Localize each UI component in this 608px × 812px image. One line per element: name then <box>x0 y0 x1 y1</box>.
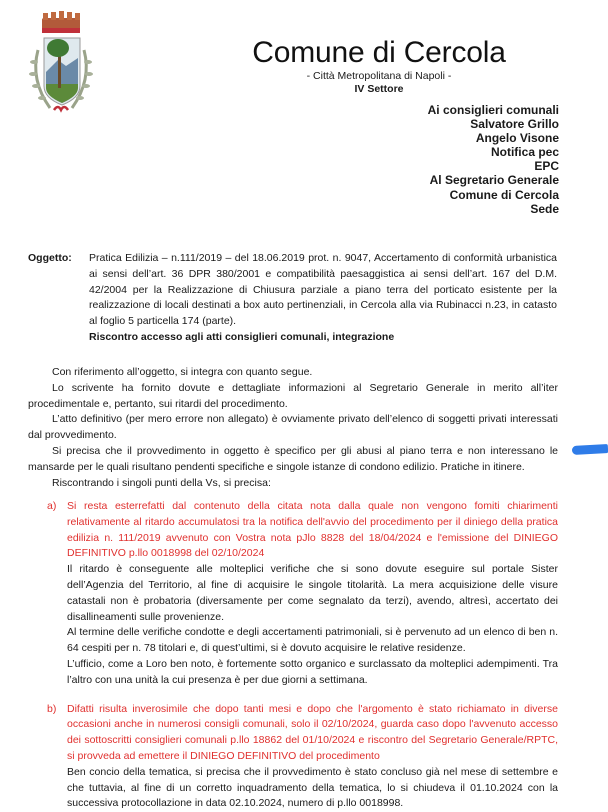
letter-body <box>28 365 558 491</box>
highlighter-mark <box>572 444 608 455</box>
subject-description: Pratica Edilizia – n.111/2019 – del 18.06.2019 prot. n. 9047, Accertamento di conformità urbanistica ai sensi dell’art. 36 DPR 380/2001 e compatibilità paesaggistica ai sensi dell’art. 167 del D.M. 42/2004 per la Realizzazione di Chiusura parziale a piano terra del porticato esistente per la realizzazione di locali destinati a box auto pertinenziali, in Cercola alla via Rubinacci n.23, in catasto al foglio 5 particella 174 (parte). <box>89 252 557 328</box>
point-item-a <box>47 499 558 689</box>
recipient-line: Al Segretario Generale <box>429 173 559 188</box>
body-paragraph: Riscontrando i singoli punti della Vs, si precisa: <box>52 476 271 489</box>
recipient-line: Notifica pec <box>490 145 559 160</box>
point-marker: b) <box>47 702 57 715</box>
points-list <box>47 499 558 812</box>
point-quote: Si resta esterrefatti dal contenuto della citata nota dalla quale non vengono fomiti chiarimenti relativamente al ritardo accumulatosi tra la notifica dell'avvio del procedimento per il diniego della pratica edilizia n. 111/2019 avvenuto con Vostra nota pJlo 8828 del 18/04/2024 e l'emissione del DINIEGO DEFINITIVO p.llo 0018998 del 02/10/2024 <box>67 500 558 560</box>
body-paragraph: Si precisa che il provvedimento in oggetto è specifico per gli abusi al piano terra e non interessano le mansarde per le quali risultano pendenti specifiche e singole istanze di condono edilizio. Pratiche in itinere. <box>28 444 558 473</box>
recipients-block <box>428 103 559 216</box>
body-paragraph: Con riferimento all’oggetto, si integra con quanto segue. <box>52 366 313 378</box>
point-reply: Il ritardo è conseguente alle molteplici verifiche che si sono dovute eseguire sul portale Sister dell’Agenzia del Territorio, al fine di acquisire le singole titolarità. La mera acquisizione delle visure catastali non è probatoria (diversamente per come segnalato da terzi), avendo, altresì, accertato dei disallineamenti sulle provenienze. <box>67 563 558 623</box>
recipient-line: EPC <box>534 159 559 174</box>
body-paragraph: L’atto definitivo (per mero errore non allegato) è ovviamente privato dell’elenco di soggetti privati interessati dal provvedimento. <box>28 413 558 442</box>
sector-label: IV Settore <box>354 83 404 95</box>
point-reply: L’ufficio, come a Loro ben noto, è fortemente sotto organico e surclassato da molteplici adempimenti. Tra l’altro con una unità la cui presenza è per due giorni a settimana. <box>67 657 558 686</box>
municipality-title: Comune di Cercola <box>252 36 506 69</box>
subject-text <box>89 251 557 346</box>
point-marker: a) <box>47 500 57 512</box>
point-item-b <box>47 702 558 812</box>
recipient-line: Comune di Cercola <box>449 187 559 202</box>
body-paragraph: Lo scrivente ha fornito dovute e dettagliate informazioni al Segretario Generale in merito all’iter procedimentale e, pertanto, sui ritardi del procedimento. <box>28 381 558 410</box>
point-reply: Al termine delle verifiche condotte e degli accertamenti patrimoniali, si è pervenuto ad un elenco di ben n. 64 cespiti per n. 78 titolari e, di quest’ultimi, si è dovuto acquisire le relative residenze. <box>67 626 558 655</box>
recipient-line: Salvatore Grillo <box>470 117 559 132</box>
municipality-subtitle: - Città Metropolitana di Napoli - <box>306 70 452 82</box>
subject-bold-line: Riscontro accesso agli atti consiglieri comunali, integrazione <box>89 330 395 343</box>
recipient-line: Angelo Visone <box>475 131 559 146</box>
recipient-line: Ai consiglieri comunali <box>427 103 559 117</box>
point-quote: Difatti risulta inverosimile che dopo tanti mesi e dopo che l'argomento è stato richiamato in diverse occasioni anche in numerosi consigli comunali, solo il 02/10/2024, guarda caso dopo l'avvenuto accesso dei sottoscritti consiglieri comunali p.llo 18862 del 01/10/2024 e riscontro del Segretario Generale/RPTC, si provveda ad emettere il DINIEGO DEFINITIVO del procedimento <box>67 702 558 762</box>
recipient-line: Sede <box>530 201 559 216</box>
subject-label: Oggetto: <box>28 252 72 264</box>
point-reply: Ben concio della tematica, si precisa che il provvedimento è stato concluso già nel mese di settembre e che tuttavia, al fine di un corretto inquadramento della tematica, lo si chiudeva il 01.10.2024 con la successiva protocollazione in data 02.10.2024, numero di p.llo 0018998. <box>67 765 558 810</box>
